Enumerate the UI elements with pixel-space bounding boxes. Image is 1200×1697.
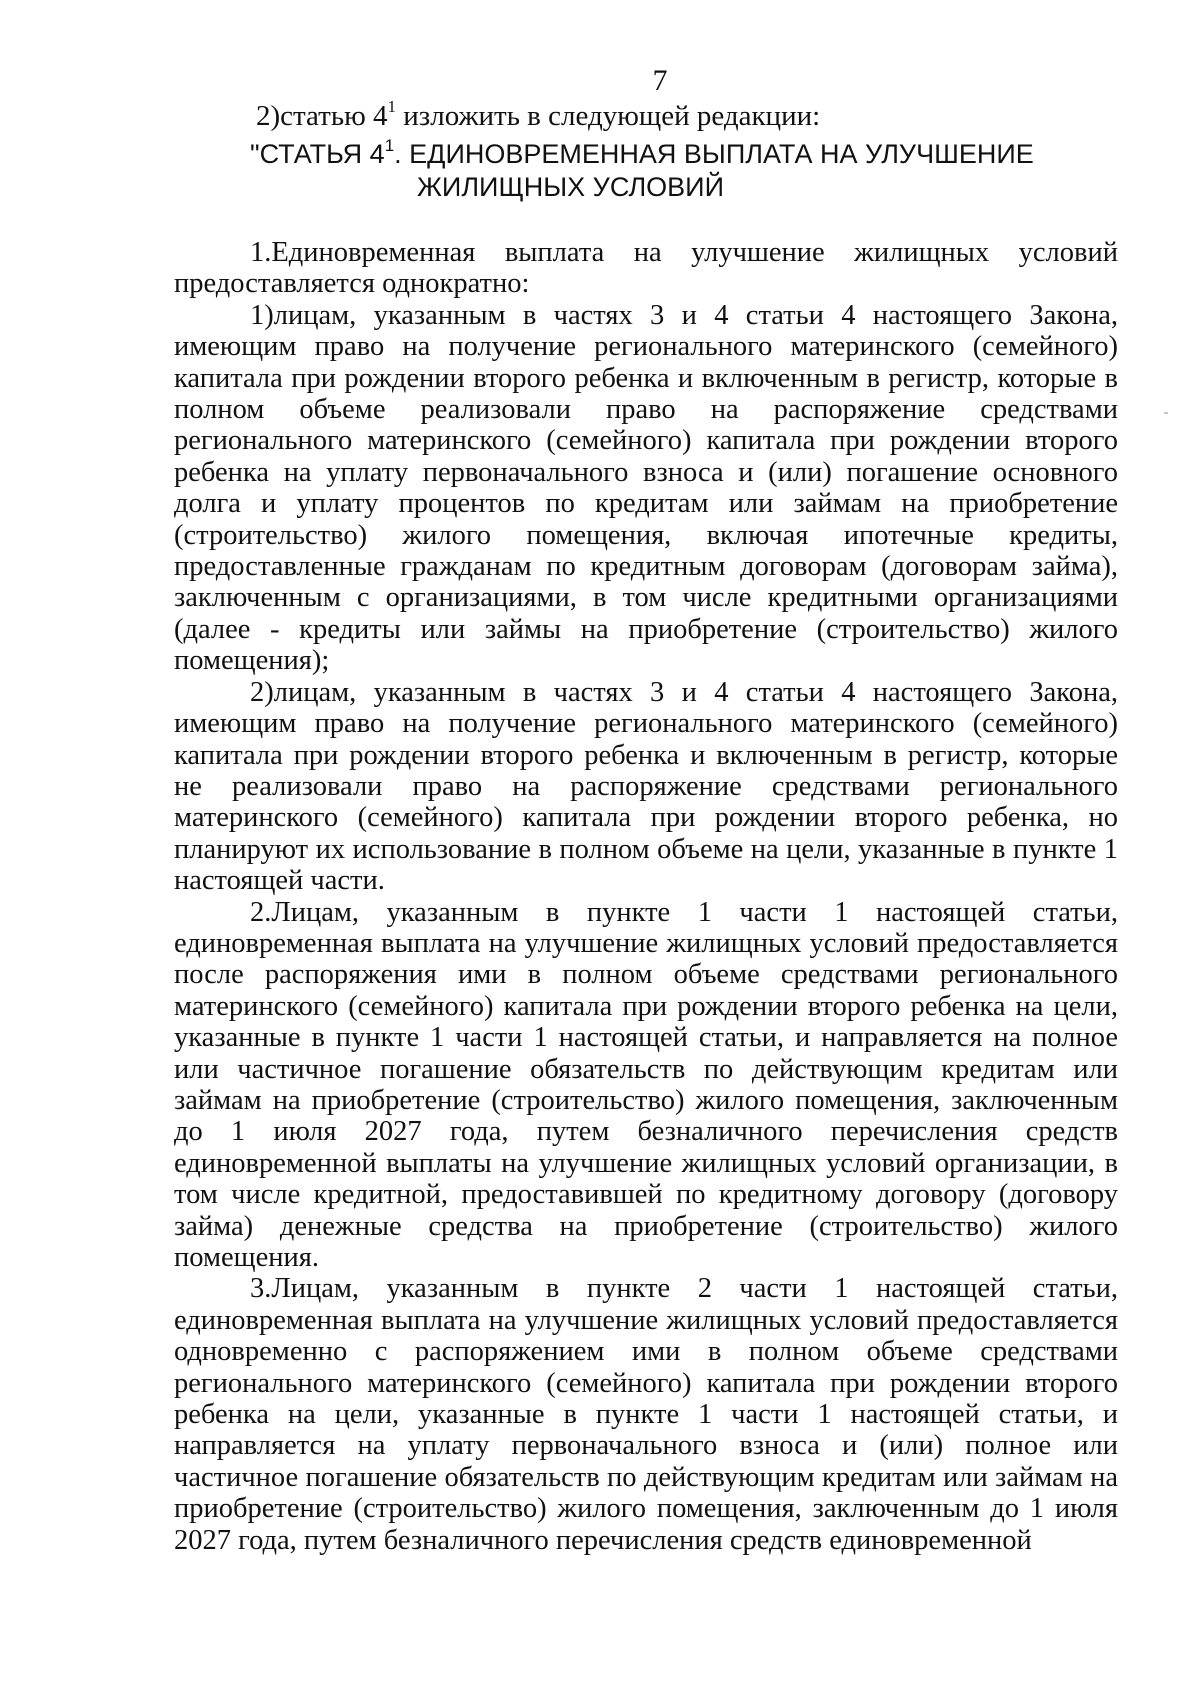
intro-suffix: изложить в следующей редакции: <box>396 100 821 132</box>
article-heading <box>250 138 1090 204</box>
heading-superscript: 1 <box>384 136 395 155</box>
paragraph-item-2: 2)лицам, указанным в частях 3 и 4 статьи 4 настоящего Закона, имеющим право на получение регионального материнского (семейного) капитала при рождении второго ребенка и включенным в регистр, которые не реализовали право на распоряжение средствами регионального материнского (семейного) капитала при рождении второго ребенка, но планируют их использование в полном объеме на цели, указанные в пункте 1 настоящей части. <box>174 676 1118 897</box>
paragraph-part-1: 1.Единовременная выплата на улучшение жилищных условий предоставляется однократно: <box>174 237 1118 300</box>
article-body <box>174 237 1118 1556</box>
heading-suffix: . ЕДИНОВРЕМЕННАЯ ВЫПЛАТА НА УЛУЧШЕНИЕ <box>394 139 1034 169</box>
scan-speck <box>1164 412 1168 414</box>
page-number: 7 <box>652 64 668 97</box>
intro-prefix: 2)статью 4 <box>256 100 388 132</box>
amendment-intro <box>256 97 821 133</box>
paragraph-part-3: 3.Лицам, указанным в пункте 2 части 1 настоящей статьи, единовременная выплата на улучшение жилищных условий предоставляется одновременно с распоряжением ими в полном объеме средствами регионального материнского (семейного) капитала при рождении второго ребенка на цели, указанные в пункте 1 части 1 настоящей статьи, и направляется на уплату первоначального взноса и (или) полное или частичное погашение обязательств по действующим кредитам или займам на приобретение (строительство) жилого помещения, заключенным до 1 июля 2027 года, путем безналичного перечисления средств единовременной <box>174 1273 1118 1556</box>
paragraph-part-2: 2.Лицам, указанным в пункте 1 части 1 настоящей статьи, единовременная выплата на улучшение жилищных условий предоставляется после распоряжения ими в полном объеме средствами регионального материнского (семейного) капитала при рождении второго ребенка на цели, указанные в пункте 1 части 1 настоящей статьи, и направляется на полное или частичное погашение обязательств по действующим кредитам или займам на приобретение (строительство) жилого помещения, заключенным до 1 июля 2027 года, путем безналичного перечисления средств единовременной выплаты на улучшение жилищных условий организации, в том числе кредитной, предоставившей по кредитному договору (договору займа) денежные средства на приобретение (строительство) жилого помещения. <box>174 896 1118 1273</box>
heading-prefix: "СТАТЬЯ 4 <box>250 139 385 169</box>
intro-superscript: 1 <box>387 97 396 117</box>
heading-line-2: ЖИЛИЩНЫХ УСЛОВИЙ <box>417 172 724 202</box>
heading-line-1 <box>250 138 1090 171</box>
paragraph-item-1: 1)лицам, указанным в частях 3 и 4 статьи 4 настоящего Закона, имеющим право на получение регионального материнского (семейного) капитала при рождении второго ребенка и включенным в регистр, которые в полном объеме реализовали право на распоряжение средствами регионального материнского (семейного) капитала при рождении второго ребенка на уплату первоначального взноса и (или) погашение основного долга и уплату процентов по кредитам или займам на приобретение (строительство) жилого помещения, включая ипотечные кредиты, предоставленные гражданам по кредитным договорам (договорам займа), заключенным с организациями, в том числе кредитными организациями (далее - кредиты или займы на приобретение (строительство) жилого помещения); <box>174 299 1118 677</box>
